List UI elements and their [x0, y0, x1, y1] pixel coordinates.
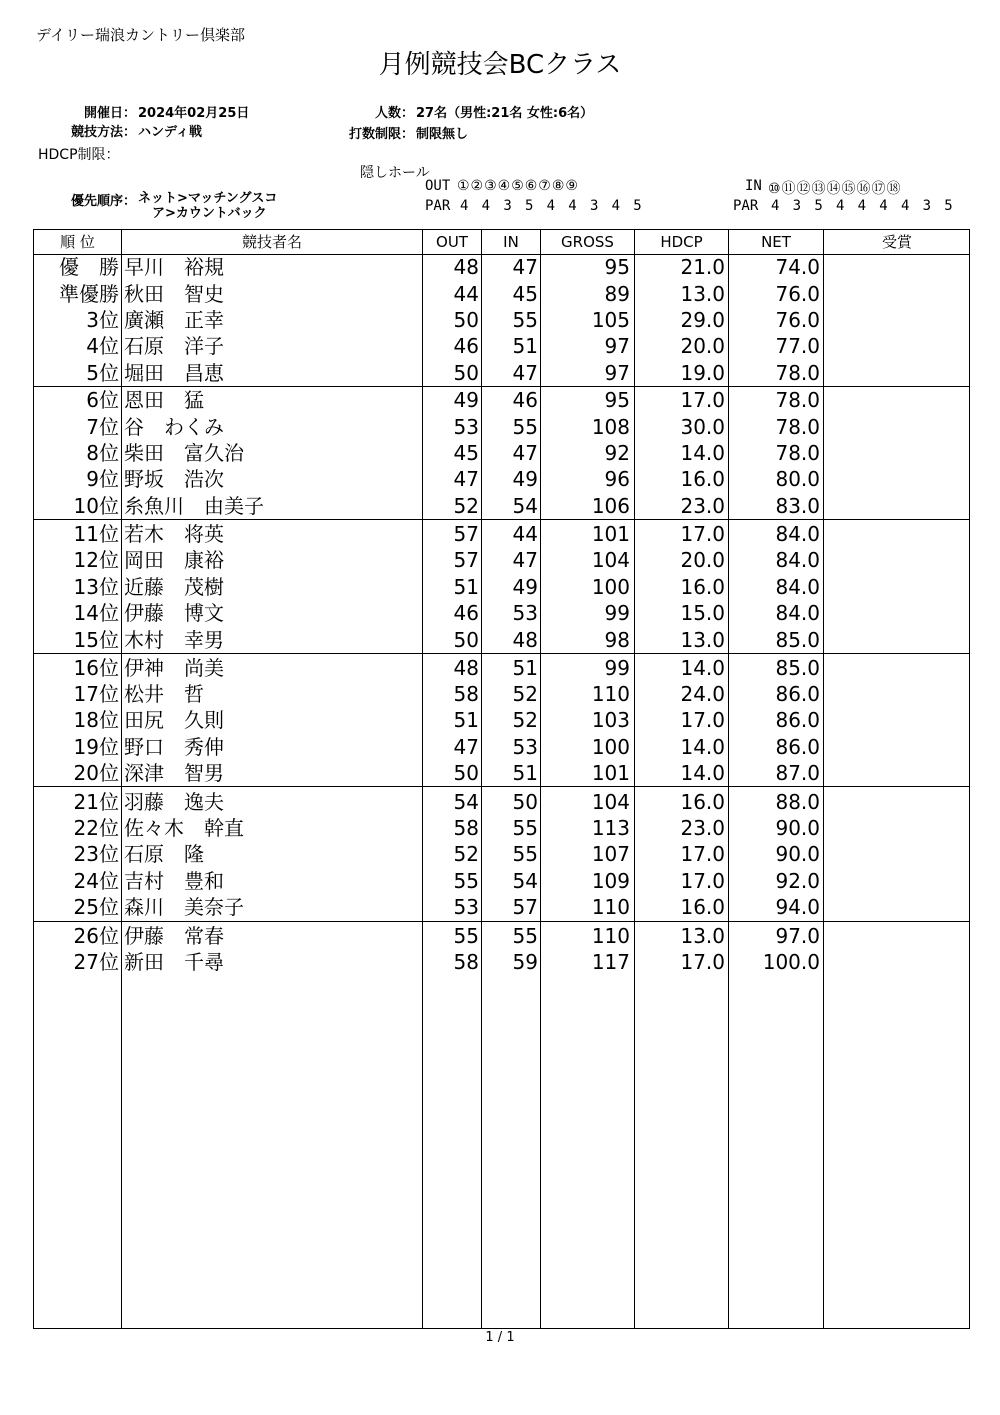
cell-rank: 6位 [86, 388, 119, 412]
cell-out: 49 [453, 388, 479, 412]
cell-out: 58 [453, 682, 479, 706]
cell-out: 58 [453, 950, 479, 974]
header-hdcp: HDCP [660, 233, 703, 251]
cell-in: 50 [512, 790, 538, 814]
cell-out: 46 [453, 601, 479, 625]
cell-gross: 101 [591, 761, 630, 785]
stroke-limit-value: 制限無し [416, 127, 469, 142]
cell-out: 52 [453, 842, 479, 866]
cell-in: 44 [512, 522, 538, 546]
header-in: IN [503, 233, 519, 251]
cell-name: 松井 哲 [124, 682, 204, 706]
cell-net: 87.0 [775, 761, 820, 785]
cell-gross: 99 [604, 601, 630, 625]
header-rank: 順 位 [60, 233, 95, 251]
cell-name: 森川 美奈子 [124, 895, 244, 919]
table-row [33, 600, 970, 626]
table-row [33, 734, 970, 760]
cell-out: 51 [453, 708, 479, 732]
cell-gross: 100 [591, 575, 630, 599]
cell-rank: 17位 [73, 682, 119, 706]
table-row [33, 681, 970, 707]
date-value: 2024年02月25日 [138, 106, 250, 121]
cell-net: 78.0 [775, 388, 820, 412]
cell-hdcp: 19.0 [680, 361, 725, 385]
cell-name: 野口 秀伸 [124, 735, 224, 759]
method-value: ハンディ戦 [138, 125, 202, 140]
cell-rank: 19位 [73, 735, 119, 759]
cell-out: 57 [453, 522, 479, 546]
cell-gross: 117 [591, 950, 630, 974]
cell-name: 新田 千尋 [124, 950, 224, 974]
cell-name: 糸魚川 由美子 [124, 494, 264, 518]
cell-out: 46 [453, 334, 479, 358]
cell-rank: 23位 [73, 842, 119, 866]
cell-gross: 95 [604, 388, 630, 412]
cell-net: 84.0 [775, 522, 820, 546]
cell-gross: 108 [591, 415, 630, 439]
cell-rank: 21位 [73, 790, 119, 814]
cell-gross: 92 [604, 441, 630, 465]
cell-hdcp: 14.0 [680, 656, 725, 680]
cell-in: 47 [512, 255, 538, 279]
cell-net: 86.0 [775, 708, 820, 732]
cell-gross: 107 [591, 842, 630, 866]
cell-gross: 100 [591, 735, 630, 759]
cell-name: 佐々木 幹直 [124, 816, 244, 840]
header-award: 受賞 [881, 233, 912, 251]
cell-in: 49 [512, 467, 538, 491]
cell-in: 51 [512, 761, 538, 785]
cell-rank: 5位 [86, 361, 119, 385]
cell-hdcp: 17.0 [680, 708, 725, 732]
table-row [33, 466, 970, 492]
page-number: 1 / 1 [485, 1330, 515, 1345]
cell-rank: 15位 [73, 628, 119, 652]
cell-rank: 22位 [73, 816, 119, 840]
table-row [33, 440, 970, 466]
priority-value-1: ネット>マッチングスコ [138, 191, 278, 206]
priority-value-2: ア>カウントバック [152, 206, 267, 221]
table-row [33, 841, 970, 867]
in-hole-label: IN [745, 178, 762, 194]
cell-net: 84.0 [775, 548, 820, 572]
cell-gross: 97 [604, 334, 630, 358]
cell-name: 石原 隆 [124, 842, 204, 866]
cell-gross: 98 [604, 628, 630, 652]
cell-hdcp: 13.0 [680, 628, 725, 652]
cell-in: 54 [512, 869, 538, 893]
cell-rank: 12位 [73, 548, 119, 572]
cell-gross: 113 [591, 816, 630, 840]
cell-net: 84.0 [775, 601, 820, 625]
cell-rank: 9位 [86, 467, 119, 491]
table-row [33, 333, 970, 359]
cell-hdcp: 16.0 [680, 575, 725, 599]
table-row [33, 815, 970, 841]
cell-gross: 110 [591, 924, 630, 948]
cell-hdcp: 16.0 [680, 467, 725, 491]
cell-rank: 16位 [73, 656, 119, 680]
header-name: 競技者名 [241, 233, 302, 251]
cell-net: 83.0 [775, 494, 820, 518]
cell-gross: 104 [591, 790, 630, 814]
cell-name: 野坂 浩次 [124, 467, 224, 491]
cell-hdcp: 20.0 [680, 334, 725, 358]
cell-in: 52 [512, 682, 538, 706]
cell-hdcp: 17.0 [680, 842, 725, 866]
cell-in: 55 [512, 816, 538, 840]
table-row [33, 923, 970, 949]
cell-out: 55 [453, 924, 479, 948]
cell-rank: 27位 [73, 950, 119, 974]
cell-rank: 11位 [73, 522, 119, 546]
cell-net: 80.0 [775, 467, 820, 491]
cell-hdcp: 13.0 [680, 282, 725, 306]
cell-hdcp: 23.0 [680, 816, 725, 840]
cell-gross: 101 [591, 522, 630, 546]
cell-rank: 4位 [86, 334, 119, 358]
cell-hdcp: 30.0 [680, 415, 725, 439]
table-row [33, 868, 970, 894]
cell-name: 谷 わくみ [124, 415, 224, 439]
cell-in: 51 [512, 334, 538, 358]
cell-out: 54 [453, 790, 479, 814]
cell-gross: 99 [604, 656, 630, 680]
cell-out: 48 [453, 255, 479, 279]
cell-hdcp: 16.0 [680, 790, 725, 814]
cell-net: 88.0 [775, 790, 820, 814]
cell-name: 田尻 久則 [124, 708, 224, 732]
cell-hdcp: 14.0 [680, 735, 725, 759]
cell-out: 50 [453, 628, 479, 652]
cell-out: 47 [453, 467, 479, 491]
cell-name: 伊神 尚美 [124, 656, 224, 680]
cell-hdcp: 17.0 [680, 522, 725, 546]
cell-out: 48 [453, 656, 479, 680]
table-row [33, 387, 970, 413]
cell-out: 58 [453, 816, 479, 840]
in-hole-numbers: ⑩⑪⑫⑬⑭⑮⑯⑰⑱ [768, 181, 902, 197]
cell-out: 50 [453, 761, 479, 785]
priority-label: 優先順序： [70, 194, 136, 209]
cell-in: 45 [512, 282, 538, 306]
hidden-hole-label: 隠しホール [360, 165, 430, 181]
cell-name: 羽藤 逸夫 [124, 790, 224, 814]
out-hole-numbers: ①②③④⑤⑥⑦⑧⑨ [457, 178, 579, 194]
table-row [33, 414, 970, 440]
cell-out: 45 [453, 441, 479, 465]
table-row [33, 307, 970, 333]
cell-gross: 97 [604, 361, 630, 385]
out-hole-label: OUT [425, 178, 451, 194]
page-title: 月例競技会BCクラス [378, 50, 622, 80]
cell-net: 78.0 [775, 361, 820, 385]
cell-in: 55 [512, 415, 538, 439]
count-value: 27名（男性:21名 女性:6名） [416, 106, 594, 121]
cell-net: 78.0 [775, 415, 820, 439]
cell-rank: 8位 [86, 441, 119, 465]
cell-in: 55 [512, 924, 538, 948]
cell-gross: 110 [591, 895, 630, 919]
cell-rank: 25位 [73, 895, 119, 919]
in-par-label: PAR [733, 198, 759, 214]
out-par-values: 4 4 3 5 4 4 3 4 5 [460, 198, 645, 214]
cell-in: 55 [512, 842, 538, 866]
cell-in: 46 [512, 388, 538, 412]
cell-gross: 105 [591, 308, 630, 332]
stroke-limit-label: 打数制限： [348, 127, 414, 142]
cell-net: 78.0 [775, 441, 820, 465]
hdcp-limit-label: HDCP制限： [38, 147, 120, 163]
cell-in: 47 [512, 361, 538, 385]
cell-in: 48 [512, 628, 538, 652]
cell-gross: 103 [591, 708, 630, 732]
table-row [33, 655, 970, 681]
table-row [33, 521, 970, 547]
cell-out: 57 [453, 548, 479, 572]
cell-net: 74.0 [775, 255, 820, 279]
table-row [33, 760, 970, 786]
table-row [33, 949, 970, 975]
cell-in: 52 [512, 708, 538, 732]
cell-name: 深津 智男 [124, 761, 224, 785]
method-label: 競技方法： [70, 125, 136, 140]
cell-rank: 26位 [73, 924, 119, 948]
cell-net: 86.0 [775, 682, 820, 706]
cell-out: 47 [453, 735, 479, 759]
header-out: OUT [436, 233, 468, 251]
cell-name: 恩田 猛 [124, 388, 204, 412]
cell-net: 85.0 [775, 656, 820, 680]
cell-rank: 13位 [73, 575, 119, 599]
cell-rank: 18位 [73, 708, 119, 732]
cell-in: 53 [512, 601, 538, 625]
cell-gross: 106 [591, 494, 630, 518]
in-par-values: 4 3 5 4 4 4 4 3 5 [771, 198, 956, 214]
cell-net: 92.0 [775, 869, 820, 893]
cell-name: 岡田 康裕 [124, 548, 224, 572]
table-row [33, 627, 970, 653]
cell-in: 57 [512, 895, 538, 919]
table-row [33, 789, 970, 815]
cell-name: 廣瀬 正幸 [124, 308, 224, 332]
cell-net: 77.0 [775, 334, 820, 358]
cell-rank: 14位 [73, 601, 119, 625]
cell-hdcp: 17.0 [680, 388, 725, 412]
cell-hdcp: 14.0 [680, 441, 725, 465]
cell-hdcp: 17.0 [680, 950, 725, 974]
cell-net: 84.0 [775, 575, 820, 599]
cell-hdcp: 20.0 [680, 548, 725, 572]
cell-in: 59 [512, 950, 538, 974]
table-row [33, 493, 970, 519]
cell-net: 90.0 [775, 816, 820, 840]
cell-in: 54 [512, 494, 538, 518]
cell-net: 90.0 [775, 842, 820, 866]
table-row [33, 254, 970, 280]
table-row [33, 574, 970, 600]
cell-gross: 95 [604, 255, 630, 279]
cell-rank: 準優勝 [59, 282, 119, 306]
cell-name: 伊藤 常春 [124, 924, 224, 948]
cell-net: 100.0 [762, 950, 820, 974]
cell-out: 51 [453, 575, 479, 599]
cell-out: 44 [453, 282, 479, 306]
cell-hdcp: 17.0 [680, 869, 725, 893]
cell-hdcp: 23.0 [680, 494, 725, 518]
date-label: 開催日： [83, 106, 136, 121]
out-par-label: PAR [425, 198, 451, 214]
cell-rank: 3位 [86, 308, 119, 332]
cell-hdcp: 13.0 [680, 924, 725, 948]
cell-net: 86.0 [775, 735, 820, 759]
cell-gross: 109 [591, 869, 630, 893]
cell-out: 52 [453, 494, 479, 518]
cell-gross: 89 [604, 282, 630, 306]
cell-name: 石原 洋子 [124, 334, 224, 358]
cell-name: 早川 裕規 [124, 255, 224, 279]
cell-gross: 110 [591, 682, 630, 706]
cell-name: 近藤 茂樹 [124, 575, 224, 599]
cell-out: 50 [453, 308, 479, 332]
cell-net: 97.0 [775, 924, 820, 948]
cell-hdcp: 16.0 [680, 895, 725, 919]
cell-name: 木村 幸男 [124, 628, 224, 652]
table-row [33, 894, 970, 920]
cell-rank: 7位 [86, 415, 119, 439]
cell-in: 47 [512, 441, 538, 465]
cell-in: 47 [512, 548, 538, 572]
cell-net: 76.0 [775, 282, 820, 306]
cell-name: 若木 将英 [124, 522, 224, 546]
cell-rank: 20位 [73, 761, 119, 785]
cell-out: 55 [453, 869, 479, 893]
table-row [33, 360, 970, 386]
cell-net: 85.0 [775, 628, 820, 652]
cell-net: 76.0 [775, 308, 820, 332]
cell-hdcp: 29.0 [680, 308, 725, 332]
cell-hdcp: 24.0 [680, 682, 725, 706]
cell-net: 94.0 [775, 895, 820, 919]
club-name: デイリー瑞浪カントリー倶楽部 [36, 26, 245, 44]
header-gross: GROSS [561, 233, 614, 251]
cell-out: 53 [453, 895, 479, 919]
cell-out: 53 [453, 415, 479, 439]
table-row [33, 707, 970, 733]
cell-rank: 24位 [73, 869, 119, 893]
table-row [33, 281, 970, 307]
cell-hdcp: 14.0 [680, 761, 725, 785]
cell-hdcp: 15.0 [680, 601, 725, 625]
cell-in: 53 [512, 735, 538, 759]
cell-in: 55 [512, 308, 538, 332]
cell-gross: 104 [591, 548, 630, 572]
cell-name: 柴田 富久治 [124, 441, 244, 465]
cell-rank: 優 勝 [59, 255, 119, 279]
cell-name: 吉村 豊和 [124, 869, 224, 893]
cell-out: 50 [453, 361, 479, 385]
cell-name: 堀田 昌恵 [124, 361, 224, 385]
cell-hdcp: 21.0 [680, 255, 725, 279]
header-net: NET [761, 233, 791, 251]
cell-in: 49 [512, 575, 538, 599]
cell-gross: 96 [604, 467, 630, 491]
table-row [33, 547, 970, 573]
cell-name: 秋田 智史 [124, 282, 224, 306]
cell-name: 伊藤 博文 [124, 601, 224, 625]
cell-in: 51 [512, 656, 538, 680]
cell-rank: 10位 [73, 494, 119, 518]
count-label: 人数： [374, 106, 414, 121]
